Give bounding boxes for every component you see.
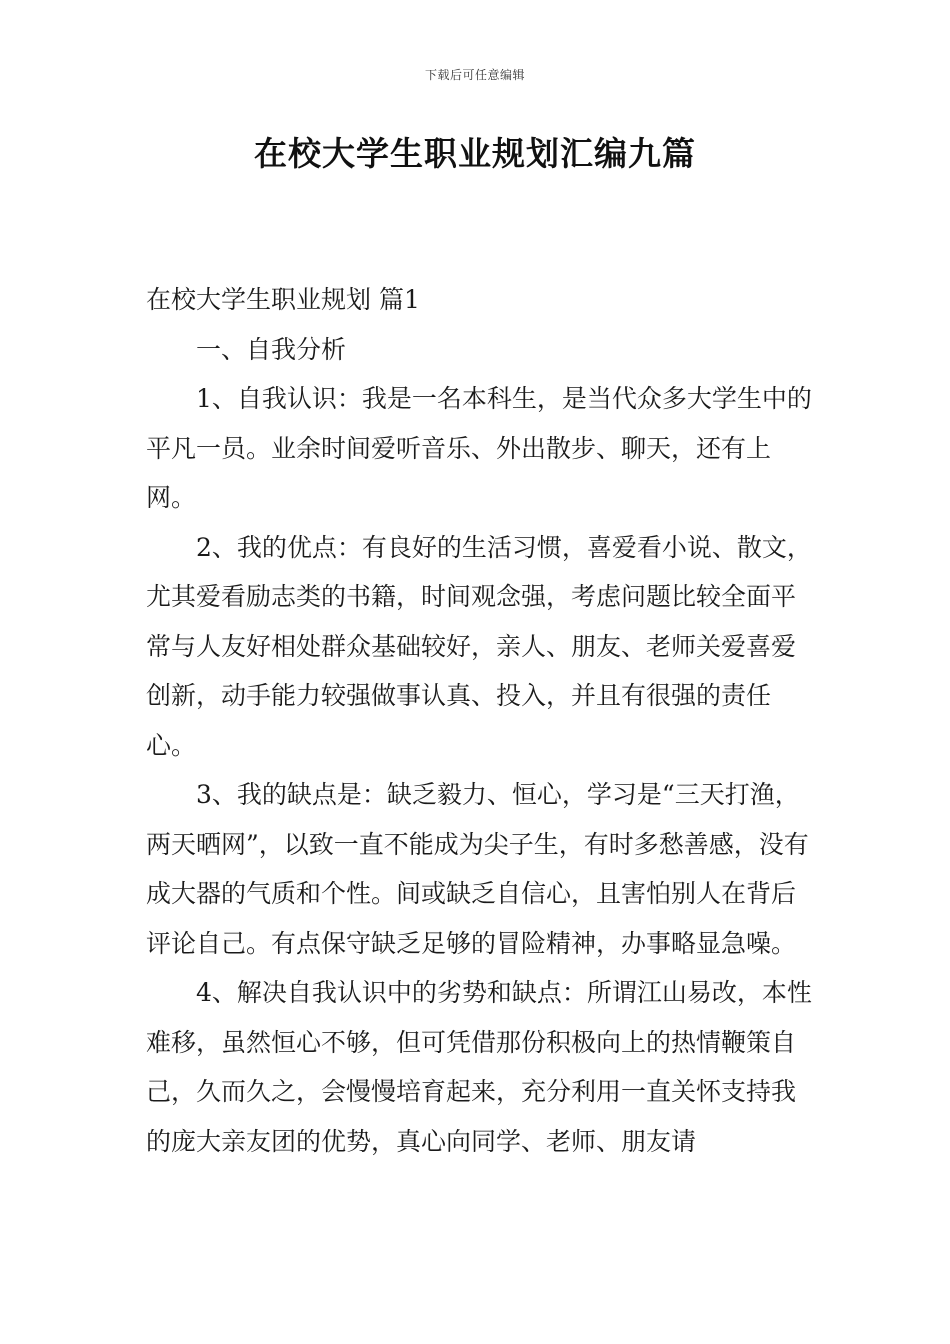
paragraph-solutions: 4、解决自我认识中的劣势和缺点：所谓江山易改，本性难移，虽然恒心不够，但可凭借那份积极向上的热情鞭策自己，久而久之，会慢慢培育起来，充分利用一直关怀支持我的庞大亲友团的优势，真心向同学、老师、朋友请 <box>146 978 812 1156</box>
section-heading: 在校大学生职业规划 篇1 <box>146 285 420 314</box>
paragraph-self-awareness: 1、自我认识：我是一名本科生，是当代众多大学生中的平凡一员。业余时间爱听音乐、外出散步、聊天，还有上网。 <box>146 384 812 512</box>
document-body <box>146 275 816 1166</box>
paragraph-weaknesses: 3、我的缺点是：缺乏毅力、恒心，学习是“三天打渔，两天晒网”，以致一直不能成为尖子生，有时多愁善感，没有成大器的气质和个性。间或缺乏自信心，且害怕别人在背后评论自己。有点保守缺乏足够的冒险精神，办事略显急噪。 <box>146 780 809 958</box>
paragraph-self-analysis-heading: 一、自我分析 <box>196 334 347 364</box>
paragraph-strengths: 2、我的优点：有良好的生活习惯，喜爱看小说、散文，尤其爱看励志类的书籍，时间观念强，考虑问题比较全面平常与人友好相处群众基础较好，亲人、朋友、老师关爱喜爱创新，动手能力较强做事认真、投入，并且有很强的责任心。 <box>146 532 812 760</box>
document-title: 在校大学生职业规划汇编九篇 <box>254 134 696 173</box>
header-note: 下载后可任意编辑 <box>424 68 525 82</box>
